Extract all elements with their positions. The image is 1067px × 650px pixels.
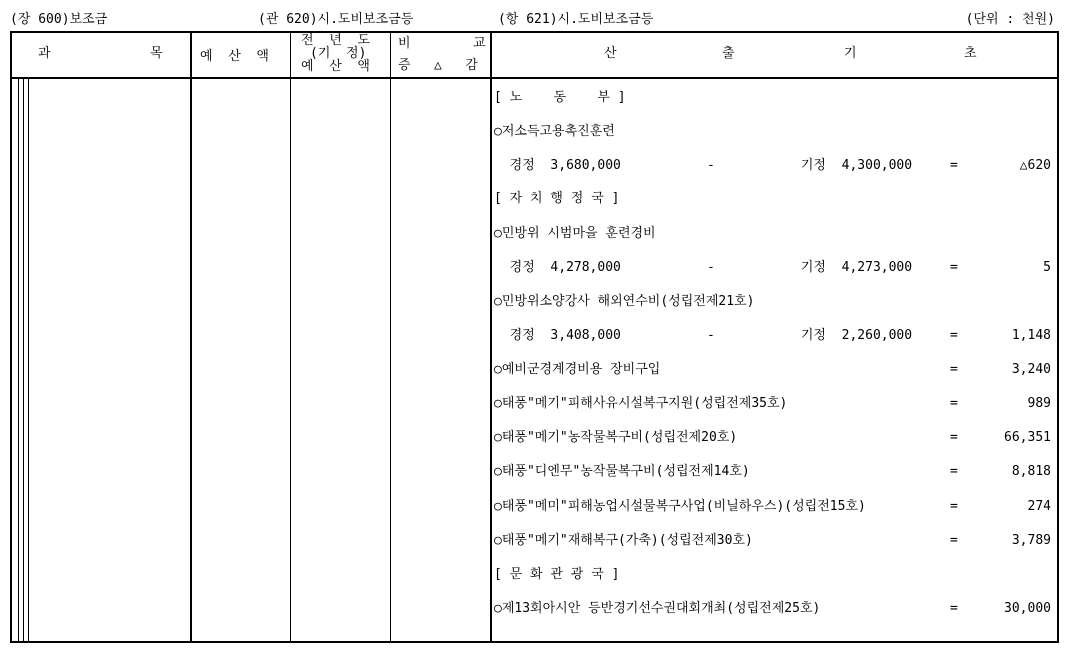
calc-row-text: ○태풍"메기"피해사유시설복구지원(성립전제35호) (494, 396, 788, 411)
calc-row-text: 경정 3,408,000 - 기정 2,260,000 (494, 328, 913, 343)
calc-row-equals: = (950, 430, 958, 445)
calc-row-text: ○민방위소양강사 해외연수비(성립전제21호) (494, 294, 755, 309)
header-budget: 예 산 액 (200, 49, 269, 64)
gwan-label: (관 620)시.도비보조금등 (258, 12, 414, 27)
header-compare-line2: 증 △ 감 (398, 58, 478, 73)
col-divider-prev (290, 31, 291, 643)
table-bottom-border (10, 641, 1059, 643)
break-gap-3 (291, 488, 389, 495)
calc-row-equals: = (950, 362, 958, 377)
table-top-border (10, 31, 1059, 33)
unit-label: (단위 : 천원) (965, 12, 1055, 27)
break-gap-5 (492, 488, 1056, 495)
calc-row-amount: 3,240 (1011, 362, 1051, 377)
calc-row-text: [ 노 동 부 ] (494, 90, 626, 105)
header-compare-line1: 비 교 (398, 36, 486, 51)
calc-row-text: ○태풍"디엔무"농작물복구비(성립전제14호) (494, 464, 750, 479)
header-prev-line2: (기 정) (310, 46, 367, 61)
calc-row-text: ○태풍"메미"피해농업시설물복구사업(비닐하우스)(성립전15호) (494, 499, 866, 514)
break-gap-2 (192, 488, 289, 495)
calc-row-amount: 8,818 (1011, 464, 1051, 479)
calc-row-amount: 989 (1027, 396, 1051, 411)
calc-row-equals: = (950, 158, 958, 173)
subject-rule-2 (23, 78, 24, 642)
calc-row-text: ○태풍"메기"재해복구(가축)(성립전제30호) (494, 533, 753, 548)
header-prev-line3: 예 산 액 (301, 59, 370, 74)
calc-row-equals: = (950, 328, 958, 343)
header-calc-d: 초 (964, 46, 977, 61)
col-divider-compare (390, 31, 391, 643)
calc-row-amount: 66,351 (1004, 430, 1051, 445)
col-divider-budget (190, 31, 192, 643)
calc-row-text: ○저소득고용촉진훈련 (494, 124, 615, 139)
calc-row-equals: = (950, 499, 958, 514)
calc-row-text: ○예비군경계경비용 장비구입 (494, 362, 661, 377)
calc-row-amount: 5 (1043, 260, 1051, 275)
calc-row-text: ○태풍"메기"농작물복구비(성립전제20호) (494, 430, 738, 445)
jang-label: (장 600)보조금 (10, 12, 108, 27)
subject-rule-3 (28, 78, 29, 642)
calc-row-amount: △620 (1019, 158, 1051, 173)
calc-row-text: ○제13회아시안 등반경기선수권대회개최(성립전제25호) (494, 601, 821, 616)
header-calc-b: 출 (722, 46, 735, 61)
calc-row-text: 경정 4,278,000 - 기정 4,273,000 (494, 260, 913, 275)
header-bottom-border (10, 77, 1059, 79)
calc-row-amount: 30,000 (1004, 601, 1051, 616)
table-left-border (10, 31, 12, 643)
header-prev-line1: 전 년 도 (301, 33, 370, 48)
calc-row-equals: = (950, 396, 958, 411)
table-right-border (1057, 31, 1059, 643)
header-subject-a: 과 (38, 46, 51, 61)
break-gap-4 (391, 488, 489, 495)
subject-rule-1 (18, 78, 19, 642)
header-calc-c: 기 (844, 46, 857, 61)
calc-row-amount: 1,148 (1011, 328, 1051, 343)
header-subject-b: 목 (150, 46, 163, 61)
break-gap-1 (30, 488, 189, 495)
calc-row-equals: = (950, 260, 958, 275)
calc-row-amount: 274 (1027, 499, 1051, 514)
col-divider-calc (490, 31, 492, 643)
calc-row-equals: = (950, 533, 958, 548)
calc-row-text: 경정 3,680,000 - 기정 4,300,000 (494, 158, 913, 173)
hang-label: (항 621)시.도비보조금등 (498, 12, 654, 27)
calc-row-equals: = (950, 464, 958, 479)
calc-row-text: [ 자 치 행 정 국 ] (494, 191, 620, 206)
calc-row-text: [ 문 화 관 광 국 ] (494, 567, 620, 582)
calc-row-amount: 3,789 (1011, 533, 1051, 548)
calc-row-equals: = (950, 601, 958, 616)
header-calc-a: 산 (604, 46, 617, 61)
calc-row-text: ○민방위 시범마을 훈련경비 (494, 226, 656, 241)
